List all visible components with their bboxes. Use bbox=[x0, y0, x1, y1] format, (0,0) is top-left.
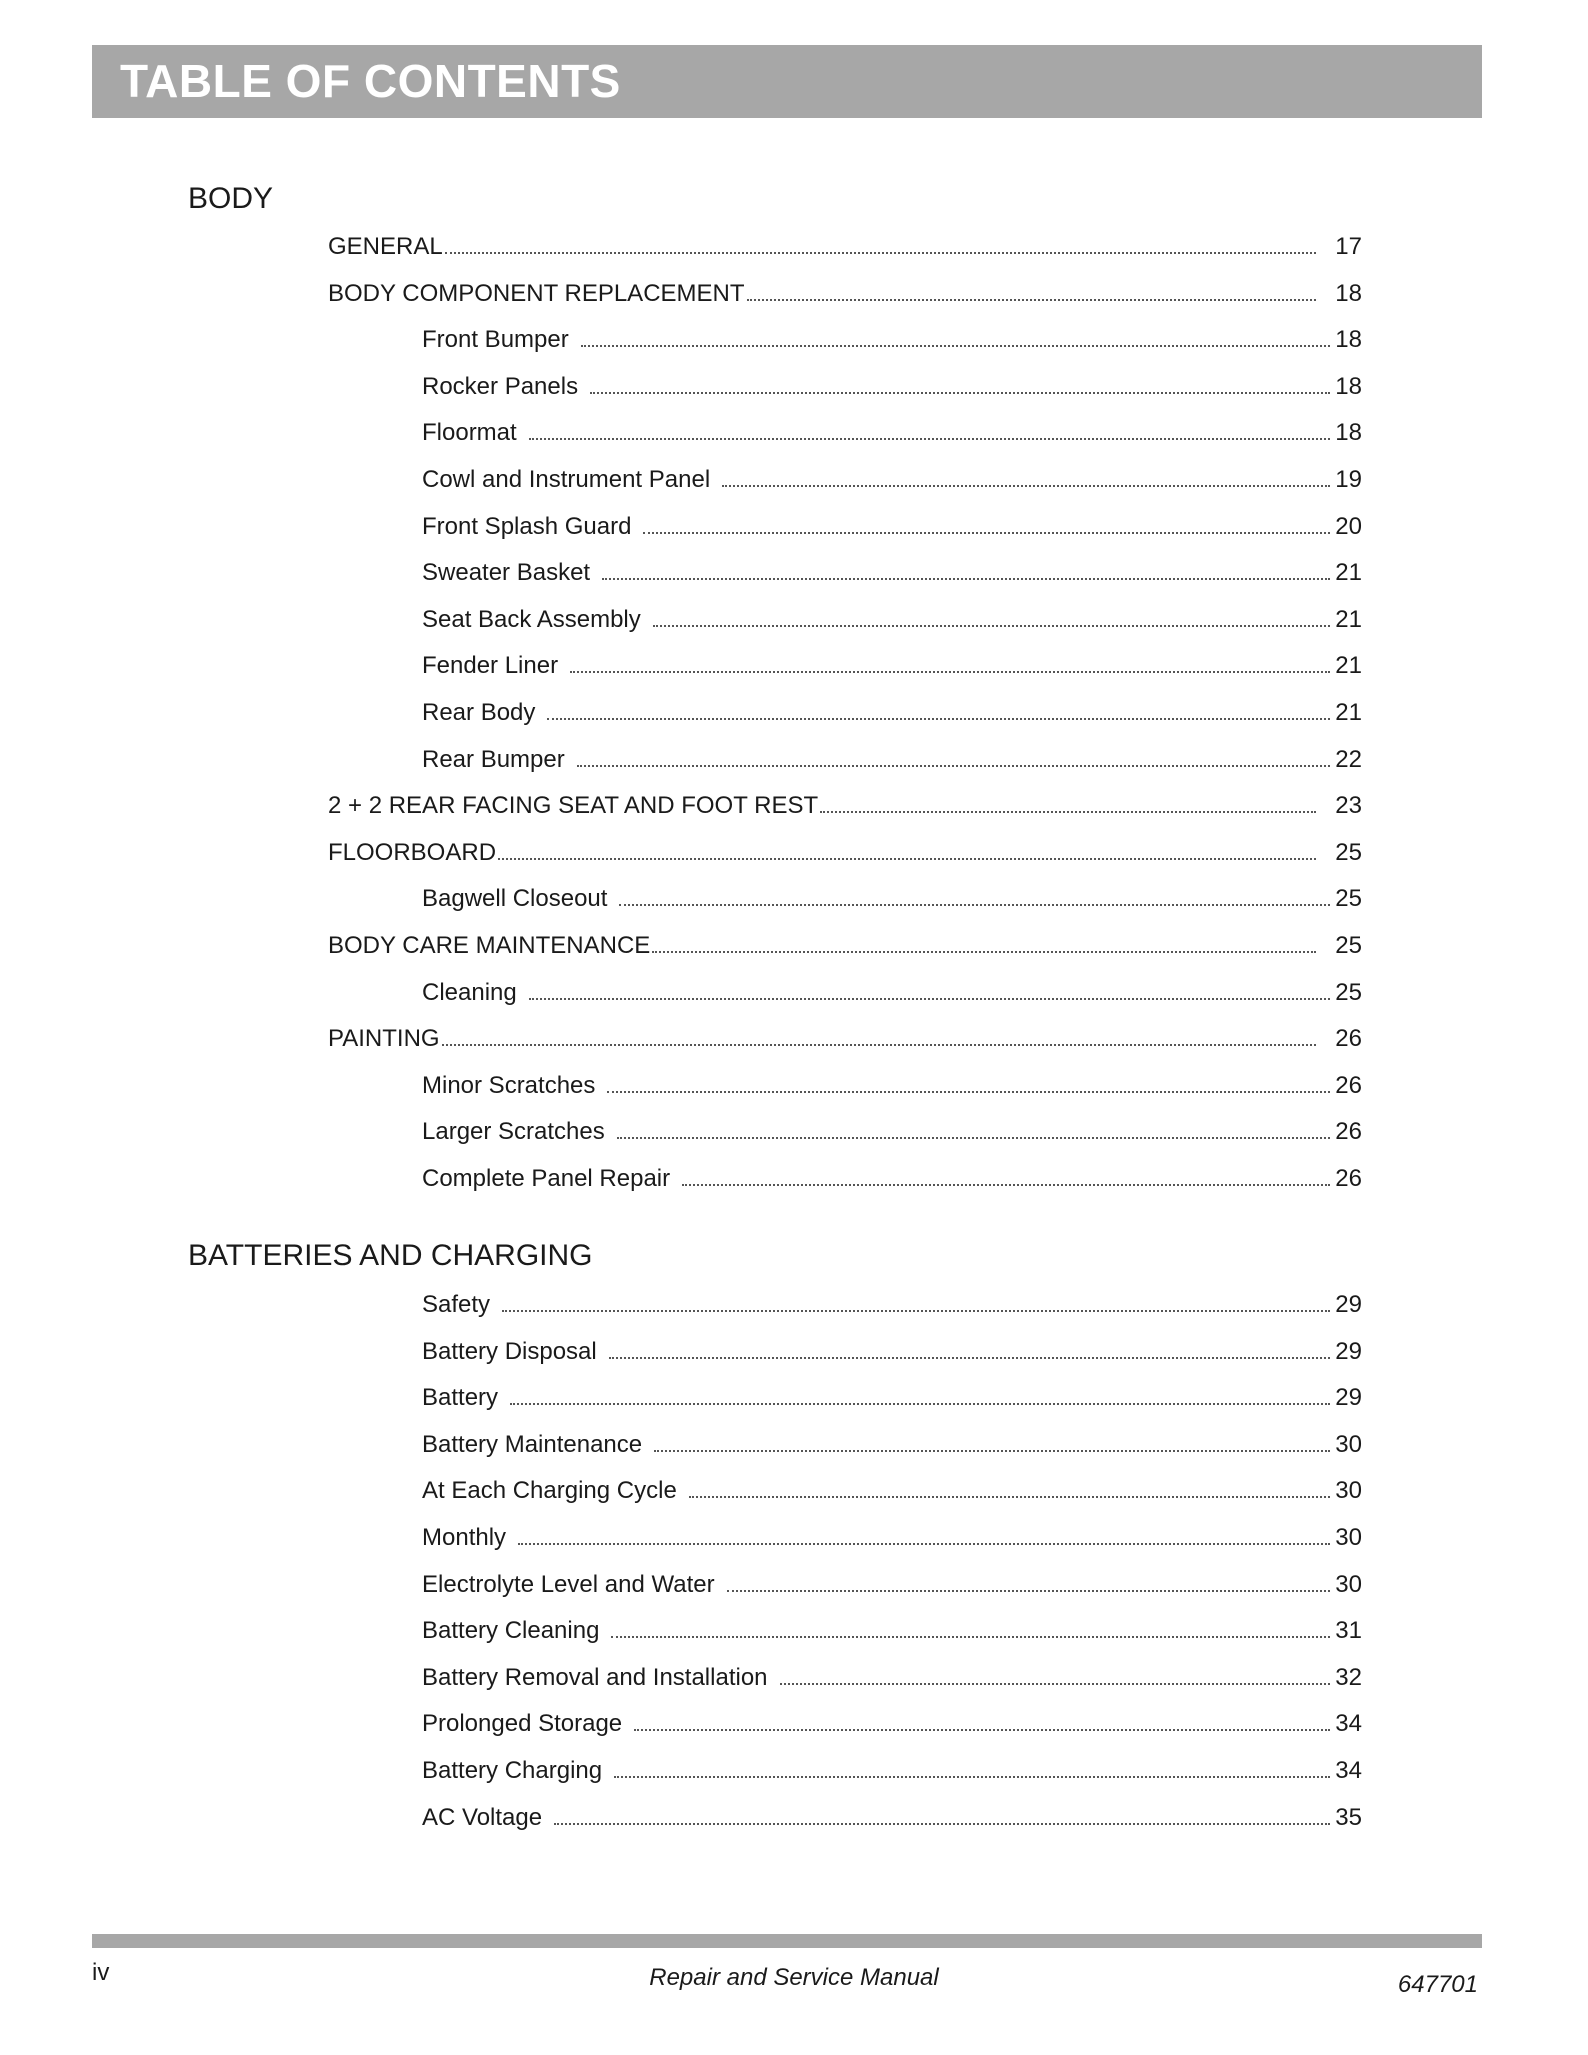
toc-entry-label: Battery bbox=[422, 1384, 499, 1411]
toc-entry-label: BODY COMPONENT REPLACEMENT bbox=[328, 280, 745, 307]
toc-entry-page: 26 bbox=[1335, 1118, 1362, 1145]
toc-dot-leader bbox=[554, 1822, 1330, 1825]
toc-entry[interactable] bbox=[422, 1071, 1362, 1101]
toc-entry-page: 18 bbox=[1335, 373, 1362, 400]
toc-entry-label: Battery Charging bbox=[422, 1757, 603, 1784]
toc-entry-page: 25 bbox=[1335, 932, 1362, 959]
toc-dot-leader bbox=[611, 1635, 1330, 1638]
toc-entry-label: FLOORBOARD bbox=[328, 839, 497, 866]
toc-dot-leader bbox=[529, 997, 1330, 1000]
toc-dot-leader bbox=[689, 1495, 1330, 1498]
toc-entry[interactable] bbox=[422, 1803, 1362, 1833]
toc-dot-leader bbox=[581, 344, 1330, 347]
toc-entry-page: 30 bbox=[1335, 1431, 1362, 1458]
toc-dot-leader bbox=[518, 1542, 1330, 1545]
toc-dot-leader bbox=[607, 1090, 1330, 1093]
toc-entry-label: Seat Back Assembly bbox=[422, 606, 641, 633]
toc-entry-label: GENERAL bbox=[328, 233, 443, 260]
toc-entry-page: 34 bbox=[1335, 1757, 1362, 1784]
toc-entry-label: Fender Liner bbox=[422, 652, 559, 679]
toc-entry-page: 29 bbox=[1335, 1384, 1362, 1411]
toc-dot-leader bbox=[602, 577, 1330, 580]
toc-entry-page: 20 bbox=[1335, 513, 1362, 540]
toc-entry-label: Rocker Panels bbox=[422, 373, 579, 400]
toc-dot-leader bbox=[442, 1043, 1316, 1046]
toc-entry-label: BODY CARE MAINTENANCE bbox=[328, 932, 651, 959]
toc-entry[interactable] bbox=[422, 698, 1362, 728]
toc-dot-leader bbox=[502, 1309, 1330, 1312]
toc-entry[interactable] bbox=[422, 745, 1362, 775]
toc-entry-label: Electrolyte Level and Water bbox=[422, 1571, 715, 1598]
toc-entry[interactable] bbox=[422, 1663, 1362, 1693]
toc-entry[interactable] bbox=[422, 978, 1362, 1008]
toc-entry-label: Rear Body bbox=[422, 699, 536, 726]
toc-entry[interactable] bbox=[328, 791, 1362, 821]
toc-dot-leader bbox=[820, 810, 1316, 813]
toc-entry-label: Bagwell Closeout bbox=[422, 885, 608, 912]
toc-dot-leader bbox=[722, 484, 1330, 487]
toc-dot-leader bbox=[590, 391, 1330, 394]
toc-entry-label: Floormat bbox=[422, 419, 517, 446]
toc-entry-page: 35 bbox=[1335, 1804, 1362, 1831]
toc-entry-page: 21 bbox=[1335, 606, 1362, 633]
footer-document-code: 647701 bbox=[1397, 1971, 1478, 1998]
toc-entry-label: Complete Panel Repair bbox=[422, 1165, 671, 1192]
toc-entry-page: 26 bbox=[1335, 1165, 1362, 1192]
toc-entry[interactable] bbox=[422, 1290, 1362, 1320]
toc-dot-leader bbox=[747, 298, 1316, 301]
toc-entry[interactable] bbox=[422, 418, 1362, 448]
footer-page-number: iv bbox=[92, 1959, 110, 1986]
toc-entry[interactable] bbox=[422, 1383, 1362, 1413]
toc-entry[interactable] bbox=[422, 605, 1362, 635]
toc-entry-page: 21 bbox=[1335, 699, 1362, 726]
toc-entry[interactable] bbox=[422, 372, 1362, 402]
toc-entry[interactable] bbox=[328, 1024, 1362, 1054]
toc-entry-label: Larger Scratches bbox=[422, 1118, 605, 1145]
toc-entry-label: Monthly bbox=[422, 1524, 507, 1551]
toc-dot-leader bbox=[653, 624, 1330, 627]
toc-entry-page: 17 bbox=[1335, 233, 1362, 260]
section-heading-body: BODY bbox=[188, 182, 274, 215]
toc-dot-leader bbox=[570, 670, 1330, 673]
toc-entry-label: Sweater Basket bbox=[422, 559, 591, 586]
toc-entry-label: Battery Disposal bbox=[422, 1338, 597, 1365]
toc-entry-page: 25 bbox=[1335, 839, 1362, 866]
toc-entry-page: 29 bbox=[1335, 1338, 1362, 1365]
toc-dot-leader bbox=[445, 251, 1316, 254]
toc-entry[interactable] bbox=[422, 1117, 1362, 1147]
toc-dot-leader bbox=[682, 1183, 1330, 1186]
toc-entry[interactable] bbox=[422, 465, 1362, 495]
toc-dot-leader bbox=[547, 717, 1330, 720]
toc-entry[interactable] bbox=[422, 651, 1362, 681]
toc-entry-label: Cowl and Instrument Panel bbox=[422, 466, 711, 493]
toc-entry-page: 31 bbox=[1335, 1617, 1362, 1644]
page-title: TABLE OF CONTENTS bbox=[120, 55, 621, 107]
toc-entry[interactable] bbox=[328, 931, 1362, 961]
toc-entry[interactable] bbox=[422, 1337, 1362, 1367]
toc-entry-page: 34 bbox=[1335, 1710, 1362, 1737]
toc-entry-page: 18 bbox=[1335, 326, 1362, 353]
toc-entry[interactable] bbox=[422, 1709, 1362, 1739]
toc-entry[interactable] bbox=[422, 512, 1362, 542]
toc-entry[interactable] bbox=[422, 1164, 1362, 1194]
toc-dot-leader bbox=[577, 764, 1330, 767]
toc-dot-leader bbox=[498, 857, 1316, 860]
section-heading-batteries: BATTERIES AND CHARGING bbox=[188, 1239, 593, 1272]
toc-entry-page: 26 bbox=[1335, 1072, 1362, 1099]
toc-dot-leader bbox=[727, 1589, 1330, 1592]
toc-dot-leader bbox=[529, 437, 1330, 440]
toc-entry[interactable] bbox=[328, 279, 1362, 309]
toc-entry[interactable] bbox=[422, 1476, 1362, 1506]
toc-entry-page: 26 bbox=[1335, 1025, 1362, 1052]
toc-entry-page: 25 bbox=[1335, 885, 1362, 912]
toc-dot-leader bbox=[643, 531, 1330, 534]
toc-entry[interactable] bbox=[422, 325, 1362, 355]
toc-entry-page: 23 bbox=[1335, 792, 1362, 819]
toc-entry-label: Cleaning bbox=[422, 979, 517, 1006]
toc-entry-page: 21 bbox=[1335, 559, 1362, 586]
toc-entry-page: 21 bbox=[1335, 652, 1362, 679]
toc-entry[interactable] bbox=[422, 1570, 1362, 1600]
toc-entry-label: Safety bbox=[422, 1291, 491, 1318]
toc-entry-label: Front Bumper bbox=[422, 326, 569, 353]
toc-entry-label: Prolonged Storage bbox=[422, 1710, 623, 1737]
toc-entry-label: At Each Charging Cycle bbox=[422, 1477, 677, 1504]
toc-dot-leader bbox=[617, 1136, 1330, 1139]
toc-entry-page: 30 bbox=[1335, 1524, 1362, 1551]
toc-dot-leader bbox=[634, 1728, 1330, 1731]
toc-entry[interactable] bbox=[422, 558, 1362, 588]
toc-entry[interactable] bbox=[422, 1756, 1362, 1786]
toc-dot-leader bbox=[614, 1775, 1330, 1778]
header-bar bbox=[92, 45, 1482, 118]
toc-entry[interactable] bbox=[328, 232, 1362, 262]
toc-entry-page: 18 bbox=[1335, 419, 1362, 446]
toc-dot-leader bbox=[652, 950, 1316, 953]
toc-dot-leader bbox=[619, 903, 1330, 906]
toc-entry-page: 29 bbox=[1335, 1291, 1362, 1318]
toc-entry-page: 30 bbox=[1335, 1477, 1362, 1504]
toc-entry-label: Front Splash Guard bbox=[422, 513, 632, 540]
toc-dot-leader bbox=[654, 1449, 1330, 1452]
toc-entry-page: 18 bbox=[1335, 280, 1362, 307]
toc-entry-label: Battery Cleaning bbox=[422, 1617, 600, 1644]
toc-entry-label: Rear Bumper bbox=[422, 746, 565, 773]
footer-bar bbox=[92, 1934, 1482, 1948]
toc-entry-page: 25 bbox=[1335, 979, 1362, 1006]
toc-entry-page: 19 bbox=[1335, 466, 1362, 493]
toc-entry-page: 22 bbox=[1335, 746, 1362, 773]
toc-entry-page: 30 bbox=[1335, 1571, 1362, 1598]
toc-dot-leader bbox=[780, 1682, 1330, 1685]
toc-entry[interactable] bbox=[422, 1430, 1362, 1460]
toc-entry-label: 2 + 2 REAR FACING SEAT AND FOOT REST bbox=[328, 792, 819, 819]
toc-entry-label: Minor Scratches bbox=[422, 1072, 596, 1099]
footer-manual-title: Repair and Service Manual bbox=[649, 1964, 939, 1991]
toc-entry[interactable] bbox=[422, 1523, 1362, 1553]
toc-entry-label: Battery Removal and Installation bbox=[422, 1664, 768, 1691]
toc-dot-leader bbox=[609, 1356, 1330, 1359]
toc-entry-label: PAINTING bbox=[328, 1025, 440, 1052]
toc-dot-leader bbox=[510, 1402, 1330, 1405]
toc-entry[interactable] bbox=[422, 884, 1362, 914]
toc-entry[interactable] bbox=[422, 1616, 1362, 1646]
toc-entry-label: Battery Maintenance bbox=[422, 1431, 643, 1458]
toc-entry[interactable] bbox=[328, 838, 1362, 868]
toc-entry-page: 32 bbox=[1335, 1664, 1362, 1691]
toc-entry-label: AC Voltage bbox=[422, 1804, 543, 1831]
